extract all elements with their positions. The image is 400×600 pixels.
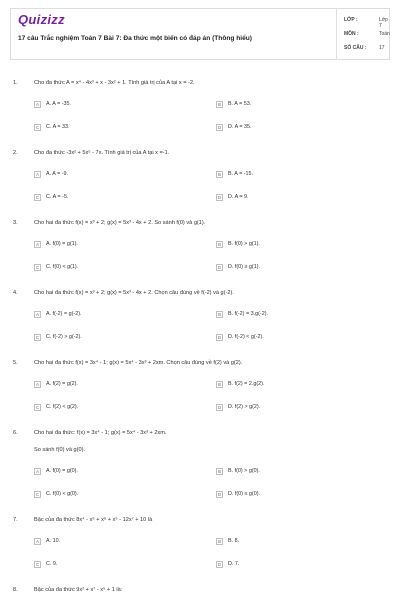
- option-text: C. f(2) < g(2).: [46, 404, 79, 410]
- option-c[interactable]: [34, 263, 78, 271]
- question-number: 6.: [13, 430, 18, 436]
- option-letter-box: B: [217, 381, 222, 387]
- question-subtext: So sánh f(0) và g(0).: [34, 447, 85, 453]
- question-number: 2.: [13, 150, 18, 156]
- option-letter-box: D: [217, 264, 222, 270]
- question-number: 5.: [13, 360, 18, 366]
- quizizz-logo: Quizizz: [18, 12, 65, 27]
- option-text: A. 10.: [46, 538, 61, 544]
- option-letter-box: B: [217, 311, 222, 317]
- option-letter-box: A: [35, 101, 40, 107]
- option-letter-box: D: [217, 491, 222, 497]
- option-letter-box: D: [217, 334, 222, 340]
- option-letter-box: B: [217, 171, 222, 177]
- option-text: C. A = -5.: [46, 194, 69, 200]
- question-number: 4.: [13, 290, 18, 296]
- option-text: D. f(0) ≤ g(0).: [228, 491, 261, 497]
- option-text: B. A = 53.: [228, 101, 252, 107]
- question-number: 7.: [13, 517, 18, 523]
- option-letter-box: A: [35, 241, 40, 247]
- option-letter-box: A: [35, 538, 40, 544]
- question-text: Bậc của đa thức 9x² + x⁷ - x⁵ + 1 là:: [34, 587, 123, 593]
- question-text: Cho đa thức A = x⁴ - 4x³ + x - 3x² + 1. Tính giá trị của A tại x = -2.: [34, 80, 195, 86]
- option-c[interactable]: [34, 123, 70, 131]
- option-text: B. 8.: [228, 538, 240, 544]
- option-letter-box: C: [35, 194, 40, 200]
- question-text: Cho hai đa thức f(x) = x³ + 2; g(x) = 5x³ - 4x + 2. So sánh f(0) và g(1).: [34, 220, 206, 226]
- option-a[interactable]: [34, 170, 68, 178]
- option-letter-box: D: [217, 194, 222, 200]
- option-a[interactable]: [34, 240, 78, 248]
- option-letter-box: C: [35, 404, 40, 410]
- header-box: [10, 8, 390, 60]
- option-text: A. A = -9.: [46, 171, 69, 177]
- option-b[interactable]: [216, 537, 239, 545]
- option-text: A. f(0) = g(0).: [46, 468, 78, 474]
- option-letter-box: B: [217, 468, 222, 474]
- question-text: Bậc của đa thức 8x⁴ - x⁵ + x⁶ + x⁵ - 12x⁷ + 10 là: [34, 517, 153, 523]
- option-text: B. f(0) > g(1).: [228, 241, 260, 247]
- option-letter-box: A: [35, 468, 40, 474]
- option-text: C. A = 33.: [46, 124, 70, 130]
- option-letter-box: B: [217, 101, 222, 107]
- option-letter-box: C: [35, 491, 40, 497]
- meta-value: Lớp 7: [379, 17, 388, 29]
- option-letter-box: D: [217, 561, 222, 567]
- option-letter-box: D: [217, 404, 222, 410]
- meta-key: LỚP :: [344, 17, 358, 23]
- option-b[interactable]: [216, 310, 268, 318]
- option-letter-box: C: [35, 334, 40, 340]
- option-c[interactable]: [34, 403, 78, 411]
- header-divider: [336, 9, 337, 59]
- option-d[interactable]: [216, 333, 264, 341]
- option-d[interactable]: [216, 123, 252, 131]
- question-number: 3.: [13, 220, 18, 226]
- option-b[interactable]: [216, 467, 260, 475]
- option-text: A. f(2) = g(2).: [46, 381, 78, 387]
- option-text: A. f(0) = g(1).: [46, 241, 78, 247]
- option-text: B. A = -15.: [228, 171, 254, 177]
- option-letter-box: B: [217, 241, 222, 247]
- option-d[interactable]: [216, 490, 260, 498]
- question-number: 1.: [13, 80, 18, 86]
- option-c[interactable]: [34, 490, 78, 498]
- meta-key: SỐ CÂU :: [344, 45, 367, 51]
- option-text: B. f(-2) = 3.g(-2).: [228, 311, 268, 317]
- option-text: B. f(2) = 2.g(2).: [228, 381, 265, 387]
- option-c[interactable]: [34, 193, 68, 201]
- option-c[interactable]: [34, 560, 57, 568]
- option-text: A. A = -35.: [46, 101, 72, 107]
- option-letter-box: A: [35, 381, 40, 387]
- option-text: A. f(-2) = g(-2).: [46, 311, 82, 317]
- meta-key: MÔN :: [344, 31, 359, 37]
- option-text: D. f(0) ≥ g(1).: [228, 264, 261, 270]
- document-title: 17 câu Trắc nghiệm Toán 7 Bài 7: Đa thức một biến có đáp án (Thông hiểu): [18, 35, 253, 42]
- option-a[interactable]: [34, 467, 78, 475]
- option-b[interactable]: [216, 100, 251, 108]
- option-letter-box: A: [35, 171, 40, 177]
- option-text: D. A = 9.: [228, 194, 249, 200]
- option-letter-box: C: [35, 264, 40, 270]
- meta-value: Toán: [379, 31, 390, 37]
- option-d[interactable]: [216, 263, 260, 271]
- option-d[interactable]: [216, 403, 260, 411]
- option-letter-box: A: [35, 311, 40, 317]
- option-a[interactable]: [34, 100, 71, 108]
- option-text: D. 7.: [228, 561, 240, 567]
- question-number: 8.: [13, 587, 18, 593]
- option-a[interactable]: [34, 537, 60, 545]
- option-b[interactable]: [216, 240, 260, 248]
- option-b[interactable]: [216, 380, 264, 388]
- option-a[interactable]: [34, 310, 82, 318]
- option-d[interactable]: [216, 193, 249, 201]
- option-letter-box: B: [217, 538, 222, 544]
- option-text: C. 9.: [46, 561, 58, 567]
- option-text: D. f(-2) < g(-2).: [228, 334, 264, 340]
- option-c[interactable]: [34, 333, 82, 341]
- option-b[interactable]: [216, 170, 253, 178]
- meta-value: 17: [379, 45, 385, 51]
- option-text: C. f(-2) > g(-2).: [46, 334, 82, 340]
- question-text: Cho đa thức -3x² + 5x⁵ - 7x. Tính giá trị của A tại x =-1.: [34, 150, 170, 156]
- option-text: D. f(2) > g(2).: [228, 404, 261, 410]
- option-letter-box: D: [217, 124, 222, 130]
- option-text: C. f(0) < g(1).: [46, 264, 79, 270]
- option-d[interactable]: [216, 560, 239, 568]
- option-a[interactable]: [34, 380, 78, 388]
- question-text: Cho hai đa thức f(x) = x³ + 2; g(x) = 5x³ - 4x + 2. Chọn câu đúng về f(-2) và g(-2).: [34, 290, 234, 296]
- option-letter-box: C: [35, 124, 40, 130]
- option-text: C. f(0) < g(0).: [46, 491, 79, 497]
- option-text: D. A = 35.: [228, 124, 252, 130]
- option-text: B. f(0) > g(0).: [228, 468, 260, 474]
- question-text: Cho hai đa thức: f(x) = 3x⁴ - 1; g(x) = 5x⁴ - 3x³ + 2xm.: [34, 430, 167, 436]
- question-text: Cho hai đa thức f(x) = 3x⁴ - 1; g(x) = 5x⁴ - 3x³ + 2xm. Chọn câu đúng về f(2) và g(2).: [34, 360, 243, 366]
- option-letter-box: C: [35, 561, 40, 567]
